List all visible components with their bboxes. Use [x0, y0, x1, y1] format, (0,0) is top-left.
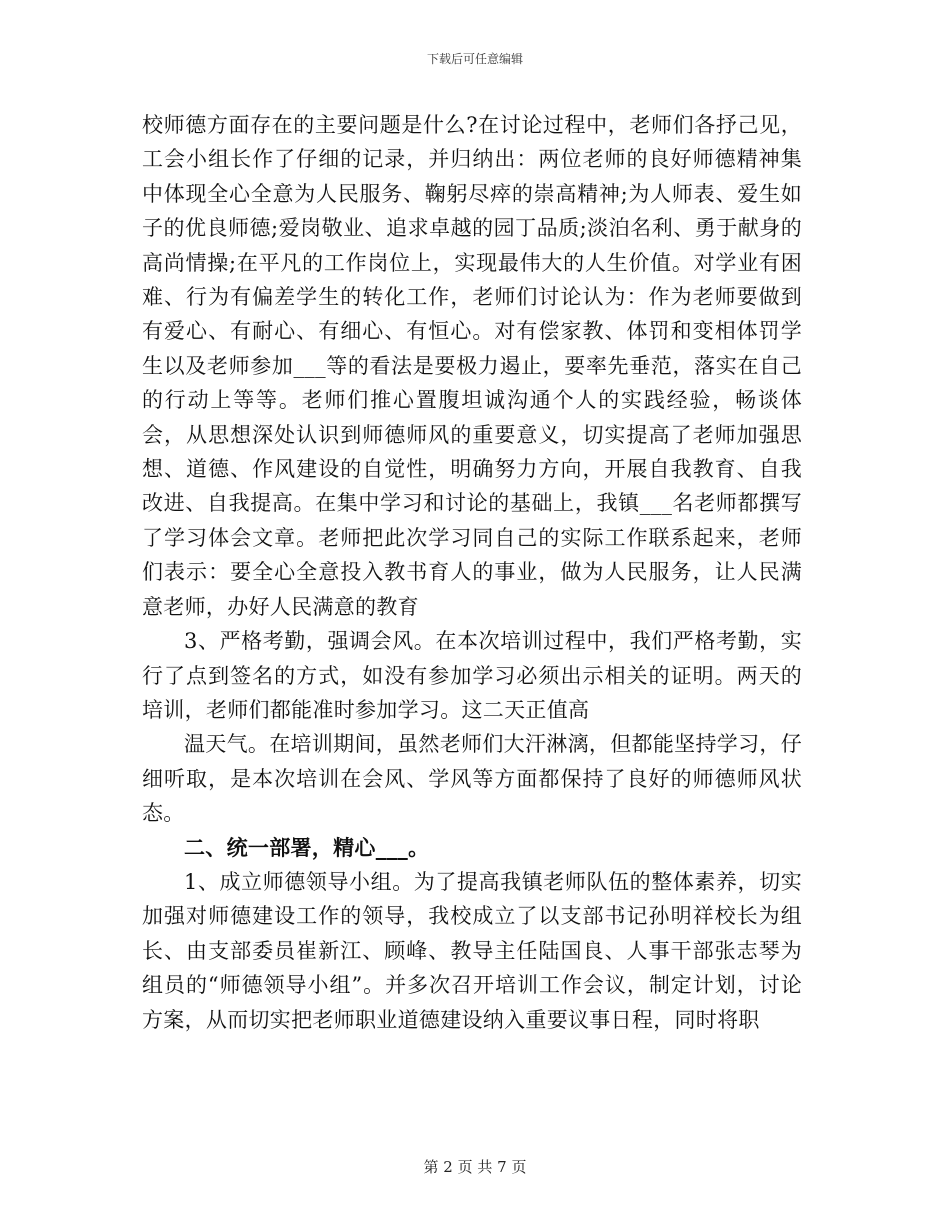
- document-body: [142, 108, 802, 1037]
- section-heading: 二、统一部署，精心___。: [184, 834, 430, 860]
- page-number: 第 2 页 共 7 页: [423, 1158, 527, 1176]
- paragraph-weather: 温天气。在培训期间，虽然老师们大汗淋漓，但都能坚持学习，仔细听取，是本次培训在会风、学风等方面都保持了良好的师德师风状态。: [142, 732, 802, 826]
- paragraph-discussion: 校师德方面存在的主要问题是什么?在讨论过程中，老师们各抒己见，工会小组长作了仔细的记录，并归纳出：两位老师的良好师德精神集中体现全心全意为人民服务、鞠躬尽瘁的崇高精神;为人师表、爱生如子的优良师德;爱岗敬业、追求卓越的园丁品质;淡泊名利、勇于献身的高尚情操;在平凡的工作岗位上，实现最伟大的人生价值。对学业有困难、行为有偏差学生的转化工作，老师们讨论认为：作为老师要做到有爱心、有耐心、有细心、有恒心。对有偿家教、体罚和变相体罚学生以及老师参加___等的看法是要极力遏止，要率先垂范，落实在自己的行动上等等。老师们推心置腹坦诚沟通个人的实践经验，畅谈体会，从思想深处认识到师德师风的重要意义，切实提高了老师加强思想、道德、作风建设的自觉性，明确努力方向，开展自我教育、自我改进、自我提高。在集中学习和讨论的基础上，我镇___名老师都撰写了学习体会文章。老师把此次学习同自己的实际工作联系起来，老师们表示：要全心全意投入教书育人的事业，做为人民服务，让人民满意老师，办好人民满意的教育: [142, 113, 802, 619]
- header-note: 下载后可任意编辑: [426, 52, 523, 66]
- paragraph-attendance: 3、严格考勤，强调会风。在本次培训过程中，我们严格考勤，实行了点到签名的方式，如没有参加学习必须出示相关的证明。两天的培训，老师们都能准时参加学习。这二天正值高: [142, 629, 802, 722]
- paragraph-leadership-group: 1、成立师德领导小组。为了提高我镇老师队伍的整体素养，切实加强对师德建设工作的领导，我校成立了以支部书记孙明祥校长为组长、由支部委员崔新江、顾峰、教导主任陆国良、人事干部张志琴为组员的“师德领导小组”。并多次召开培训工作会议，制定计划，讨论方案，从而切实把老师职业道德建设纳入重要议事日程，同时将职: [142, 869, 802, 1032]
